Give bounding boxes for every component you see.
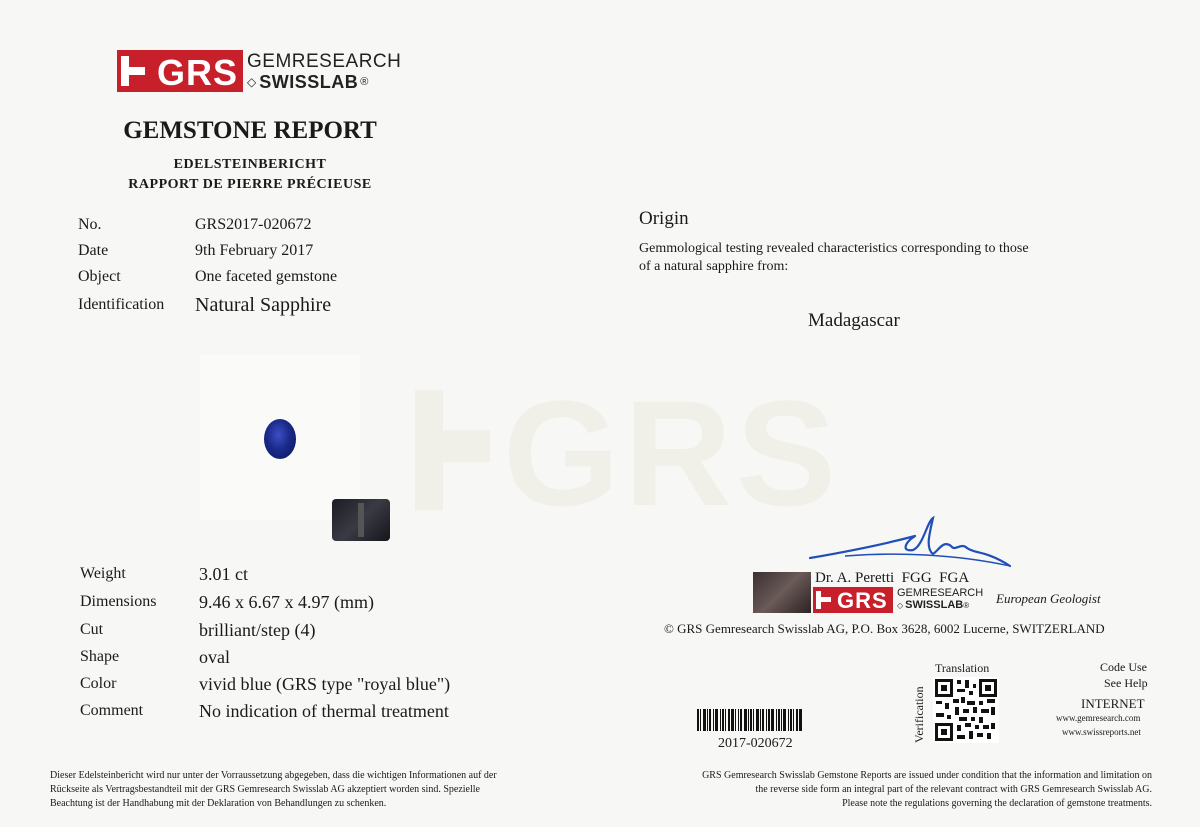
origin-text-line1: Gemmological testing revealed characteristics corresponding to those: [639, 241, 1029, 256]
value-identification: Natural Sapphire: [195, 294, 332, 316]
label-object: Object: [78, 268, 121, 285]
translation-label: Translation: [935, 661, 990, 675]
grs-logo-box: [117, 50, 243, 92]
label-dimensions: Dimensions: [80, 593, 157, 610]
footer-en: [640, 769, 1152, 811]
grs-logo: [117, 50, 402, 93]
value-cut: brilliant/step (4): [199, 620, 316, 640]
value-date: 9th February 2017: [195, 242, 314, 259]
see-help-text: See Help: [1104, 676, 1148, 690]
value-color: vivid blue (GRS type "royal blue"): [199, 674, 451, 694]
registered-mark-small: ®: [963, 600, 970, 610]
internet-label: INTERNET: [1081, 696, 1145, 711]
value-object: One faceted gemstone: [195, 268, 338, 285]
gemresearch-text: GEMRESEARCH: [247, 51, 402, 72]
report-title-fr: RAPPORT DE PIERRE PRÉCIEUSE: [128, 177, 372, 192]
diamond-small-icon: ◇: [897, 600, 904, 610]
origin-heading: Origin: [639, 208, 689, 229]
origin-country: Madagascar: [808, 310, 900, 331]
watermark-text: GRS: [503, 369, 841, 537]
footer-de-line1: Dieser Edelsteinbericht wird nur unter der Vorraussetzung abgegeben, dass die wichtigen Informationen auf der: [50, 770, 497, 781]
footer-en-line2: the reverse side form an integral part of the relevant contract with GRS Gemresearch Swisslab AG.: [755, 784, 1152, 795]
barcode: [697, 709, 827, 731]
swisslab-small-text: SWISSLAB: [905, 599, 964, 611]
grs-logo-small-box: [813, 587, 893, 613]
website-link-1[interactable]: www.gemresearch.com: [1056, 713, 1141, 723]
grs-logo-text: GRS: [157, 52, 239, 93]
qr-code[interactable]: [933, 677, 999, 743]
value-comment: No indication of thermal treatment: [199, 701, 449, 721]
value-number: GRS2017-020672: [195, 216, 312, 233]
grs-logo-small: [813, 587, 983, 613]
gemresearch-small-text: GEMRESEARCH: [897, 587, 984, 599]
signatory-name: Dr. A. Peretti FGG FGA: [815, 570, 970, 586]
grs-logo-side: [247, 52, 401, 91]
signature-image: [805, 512, 1020, 572]
sapphire-image: [264, 419, 296, 459]
footer-de: [50, 769, 550, 811]
signatory-title: European Geologist: [996, 591, 1101, 606]
label-identification: Identification: [78, 296, 165, 313]
label-weight: Weight: [80, 565, 126, 582]
label-shape: Shape: [80, 648, 120, 665]
hologram-seal-small: [753, 572, 811, 613]
swiss-cross-small-icon: [816, 591, 834, 609]
footer-de-line2: Rückseite als Vertragsbestandteil mit der GRS Gemresearch Swisslab AG akzeptiert worden sind. Spezielle: [50, 784, 480, 795]
label-cut: Cut: [80, 621, 104, 638]
label-date: Date: [78, 242, 109, 259]
label-color: Color: [80, 675, 117, 692]
value-weight: 3.01 ct: [199, 564, 248, 584]
footer-en-line3: Please note the regulations governing the declaration of gemstone treatments.: [842, 798, 1152, 809]
verification-label: Verification: [912, 686, 926, 743]
grs-logo-small-side: [897, 588, 983, 611]
value-dimensions: 9.46 x 6.67 x 4.97 (mm): [199, 592, 374, 612]
registered-mark: ®: [360, 75, 369, 88]
label-comment: Comment: [80, 702, 144, 719]
copyright-line: © GRS Gemresearch Swisslab AG, P.O. Box 3628, 6002 Lucerne, SWITZERLAND: [664, 621, 1105, 636]
origin-text-line2: of a natural sapphire from:: [639, 259, 789, 274]
report-title: GEMSTONE REPORT: [123, 117, 377, 144]
website-link-2[interactable]: www.swissreports.net: [1062, 727, 1141, 737]
grs-logo-small-text: GRS: [837, 588, 888, 613]
grs-watermark: [415, 369, 841, 537]
diamond-icon: ◇: [247, 75, 257, 89]
swisslab-text: SWISSLAB: [259, 72, 359, 92]
report-title-de: EDELSTEINBERICHT: [173, 157, 327, 172]
footer-en-line1: GRS Gemresearch Swisslab Gemstone Reports are issued under condition that the information and limitation on: [702, 770, 1152, 781]
label-number: No.: [78, 216, 102, 233]
footer-de-line3: Beachtung ist der Handhabung mit der Deklaration von Behandlungen zu schenken.: [50, 798, 387, 809]
code-use-text: Code Use: [1100, 660, 1147, 674]
watermark-cross-bar: [415, 430, 490, 462]
barcode-number: 2017-020672: [718, 736, 793, 751]
swiss-cross-icon: [121, 56, 151, 86]
hologram-seal: [332, 499, 390, 541]
value-shape: oval: [199, 647, 230, 667]
